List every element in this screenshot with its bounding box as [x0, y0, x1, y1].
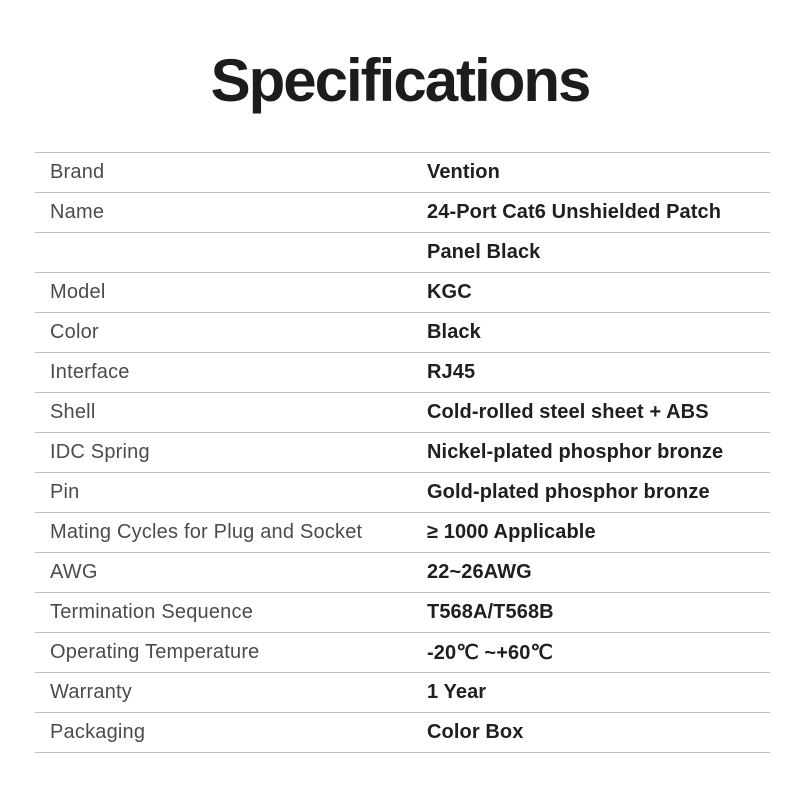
spec-value: Gold-plated phosphor bronze — [427, 481, 710, 503]
specs-table-body — [35, 153, 770, 753]
spec-label: Color — [50, 321, 99, 343]
spec-value: KGC — [427, 281, 472, 303]
spec-value: Black — [427, 321, 481, 343]
spec-row — [35, 473, 770, 513]
spec-row — [35, 673, 770, 713]
spec-value: ≥ 1000 Applicable — [427, 521, 596, 543]
specs-table — [35, 152, 770, 753]
spec-row — [35, 393, 770, 433]
spec-row — [35, 553, 770, 593]
spec-row — [35, 313, 770, 353]
spec-row — [35, 713, 770, 753]
spec-label: AWG — [50, 561, 98, 583]
spec-row — [35, 593, 770, 633]
spec-row — [35, 353, 770, 393]
spec-row — [35, 233, 770, 273]
spec-label: IDC Spring — [50, 441, 150, 463]
spec-label: Shell — [50, 401, 96, 423]
page-title: Specifications — [210, 47, 590, 114]
spec-value: 24-Port Cat6 Unshielded Patch — [427, 201, 722, 223]
spec-value: 1 Year — [427, 681, 487, 703]
spec-value: Panel Black — [427, 241, 541, 263]
spec-label: Termination Sequence — [50, 601, 254, 623]
spec-row — [35, 153, 770, 193]
spec-label — [35, 233, 427, 273]
spec-row — [35, 513, 770, 553]
spec-value: Cold-rolled steel sheet + ABS — [427, 401, 709, 423]
spec-label: Interface — [50, 361, 130, 383]
spec-row — [35, 633, 770, 673]
spec-row — [35, 273, 770, 313]
spec-value: Color Box — [427, 721, 524, 743]
spec-label: Packaging — [50, 721, 146, 743]
spec-label: Mating Cycles for Plug and Socket — [50, 521, 363, 543]
spec-value: 22~26AWG — [427, 561, 532, 583]
spec-value: -20℃ ~+60℃ — [427, 642, 553, 664]
spec-label: Warranty — [50, 681, 132, 703]
spec-label: Pin — [50, 481, 80, 503]
spec-label: Operating Temperature — [50, 641, 260, 663]
spec-row — [35, 193, 770, 233]
spec-label: Model — [50, 281, 106, 303]
spec-value: Vention — [427, 161, 500, 183]
spec-row — [35, 433, 770, 473]
spec-value: Nickel-plated phosphor bronze — [427, 441, 724, 463]
spec-label: Name — [50, 201, 105, 223]
spec-value: RJ45 — [427, 361, 476, 383]
spec-label: Brand — [50, 161, 105, 183]
spec-value: T568A/T568B — [427, 601, 554, 623]
